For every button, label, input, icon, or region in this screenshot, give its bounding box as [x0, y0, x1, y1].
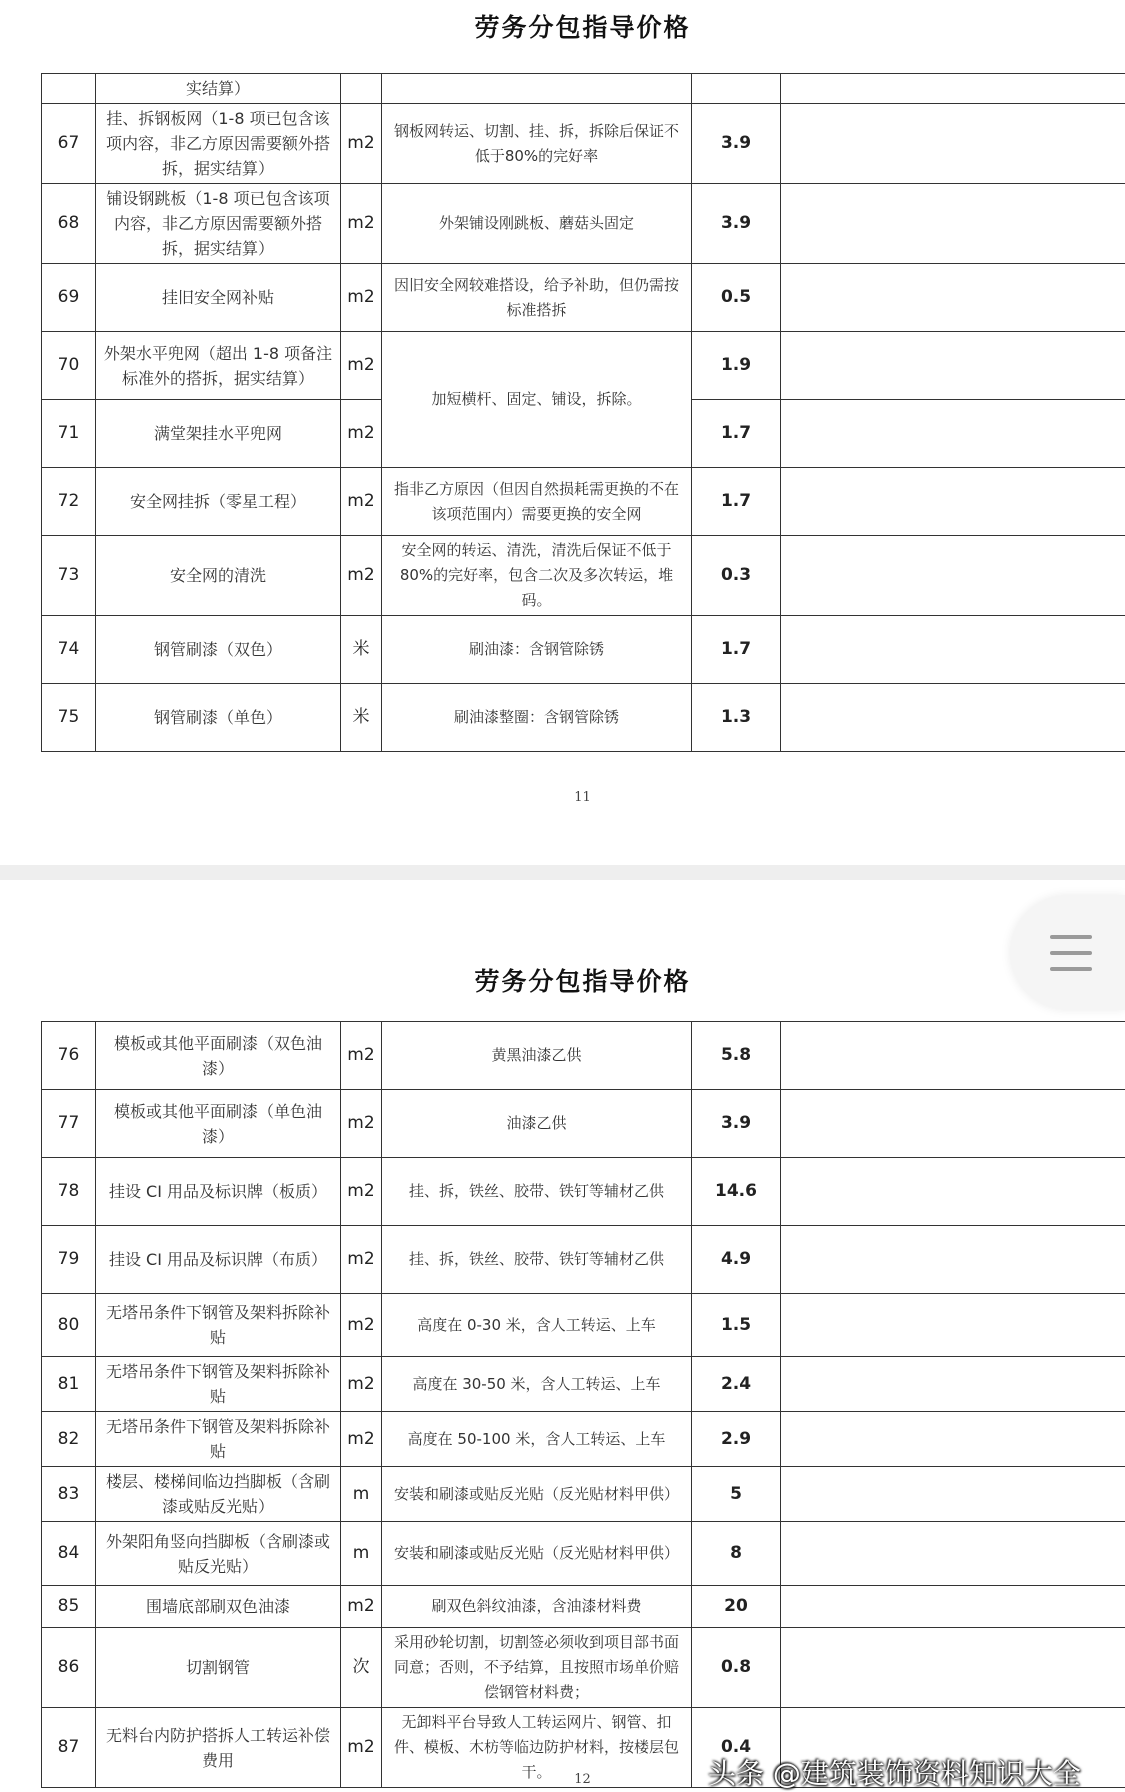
row-desc: 指非乙方原因（但因自然损耗需更换的不在该项范围内）需要更换的安全网 — [382, 468, 692, 536]
row-blank — [781, 1090, 1125, 1158]
row-blank — [781, 264, 1125, 332]
row-desc: 因旧安全网较难搭设，给予补助，但仍需按标准搭拆 — [382, 264, 692, 332]
row-blank — [781, 1294, 1125, 1357]
row-blank — [781, 1357, 1125, 1412]
row-unit: m2 — [341, 184, 382, 264]
row-number: 68 — [42, 184, 96, 264]
row-number: 69 — [42, 264, 96, 332]
row-unit: m2 — [341, 1294, 382, 1357]
row-price: 0.5 — [692, 264, 781, 332]
row-desc: 挂、拆，铁丝、胶带、铁钉等辅材乙供 — [382, 1158, 692, 1226]
row-blank — [781, 616, 1125, 684]
row-blank — [781, 1467, 1125, 1522]
table-row — [42, 1294, 1125, 1357]
page-title: 劳务分包指导价格 — [0, 962, 1125, 998]
row-unit: m2 — [341, 1022, 382, 1090]
row-desc: 安装和刷漆或贴反光贴（反光贴材料甲供） — [382, 1467, 692, 1522]
row-item: 安全网的清洗 — [96, 536, 341, 616]
row-blank — [781, 74, 1125, 104]
table-row — [42, 1522, 1125, 1586]
row-desc: 挂、拆，铁丝、胶带、铁钉等辅材乙供 — [382, 1226, 692, 1294]
row-blank — [781, 1586, 1125, 1628]
page-number: 11 — [0, 790, 1125, 805]
row-price: 3.9 — [692, 104, 781, 184]
row-unit: m — [341, 1467, 382, 1522]
row-unit: m2 — [341, 332, 382, 400]
row-desc: 钢板网转运、切割、挂、拆，拆除后保证不低于80%的完好率 — [382, 104, 692, 184]
row-price: 1.5 — [692, 1294, 781, 1357]
row-unit: m2 — [341, 1090, 382, 1158]
row-item: 外架阳角竖向挡脚板（含刷漆或贴反光贴） — [96, 1522, 341, 1586]
row-price: 5.8 — [692, 1022, 781, 1090]
table-row — [42, 468, 1125, 536]
row-item: 切割钢管 — [96, 1628, 341, 1708]
row-desc — [382, 74, 692, 104]
row-number: 80 — [42, 1294, 96, 1357]
row-unit: m2 — [341, 264, 382, 332]
table-row — [42, 1022, 1125, 1090]
row-item: 铺设钢跳板（1-8 项已包含该项内容，非乙方原因需要额外搭拆，据实结算） — [96, 184, 341, 264]
row-price: 0.8 — [692, 1628, 781, 1708]
row-number: 87 — [42, 1708, 96, 1788]
table-row — [42, 332, 1125, 400]
table-row — [42, 1467, 1125, 1522]
row-unit: m2 — [341, 1357, 382, 1412]
row-price: 1.7 — [692, 468, 781, 536]
row-desc: 油漆乙供 — [382, 1090, 692, 1158]
row-desc: 高度在 30-50 米，含人工转运、上车 — [382, 1357, 692, 1412]
row-number: 75 — [42, 684, 96, 752]
row-item: 模板或其他平面刷漆（双色油漆） — [96, 1022, 341, 1090]
row-item: 楼层、楼梯间临边挡脚板（含刷漆或贴反光贴） — [96, 1467, 341, 1522]
row-price: 2.9 — [692, 1412, 781, 1467]
row-desc: 黄黑油漆乙供 — [382, 1022, 692, 1090]
row-item: 挂设 CI 用品及标识牌（布质） — [96, 1226, 341, 1294]
row-unit: m2 — [341, 1586, 382, 1628]
table-row — [42, 1357, 1125, 1412]
row-blank — [781, 1158, 1125, 1226]
row-unit: m2 — [341, 1708, 382, 1788]
table-row — [42, 1158, 1125, 1226]
row-desc: 加短横杆、固定、铺设，拆除。 — [382, 332, 692, 468]
row-number — [42, 74, 96, 104]
row-blank — [781, 1628, 1125, 1708]
row-item: 钢管刷漆（双色） — [96, 616, 341, 684]
row-unit: m2 — [341, 400, 382, 468]
row-blank — [781, 1522, 1125, 1586]
row-item: 无塔吊条件下钢管及架料拆除补贴 — [96, 1294, 341, 1357]
row-price: 14.6 — [692, 1158, 781, 1226]
table-row — [42, 1628, 1125, 1708]
row-item: 满堂架挂水平兜网 — [96, 400, 341, 468]
table-row — [42, 184, 1125, 264]
row-number: 74 — [42, 616, 96, 684]
row-desc: 安装和刷漆或贴反光贴（反光贴材料甲供） — [382, 1522, 692, 1586]
row-price: 2.4 — [692, 1357, 781, 1412]
row-number: 85 — [42, 1586, 96, 1628]
page-title: 劳务分包指导价格 — [0, 8, 1125, 44]
row-desc: 刷油漆：含钢管除锈 — [382, 616, 692, 684]
row-blank — [781, 1022, 1125, 1090]
row-item: 安全网挂拆（零星工程） — [96, 468, 341, 536]
row-price: 1.7 — [692, 400, 781, 468]
source-watermark: 头条 @建筑装饰资料知识大全 — [708, 1752, 1081, 1792]
row-number: 79 — [42, 1226, 96, 1294]
row-desc: 外架铺设刚跳板、蘑菇头固定 — [382, 184, 692, 264]
row-item: 挂旧安全网补贴 — [96, 264, 341, 332]
row-item: 无塔吊条件下钢管及架料拆除补贴 — [96, 1412, 341, 1467]
row-number: 76 — [42, 1022, 96, 1090]
row-number: 71 — [42, 400, 96, 468]
price-table — [41, 73, 1125, 752]
row-unit: m2 — [341, 536, 382, 616]
row-item: 无料台内防护搭拆人工转运补偿费用 — [96, 1708, 341, 1788]
row-blank — [781, 400, 1125, 468]
row-item: 挂设 CI 用品及标识牌（板质） — [96, 1158, 341, 1226]
row-price: 4.9 — [692, 1226, 781, 1294]
table-row — [42, 74, 1125, 104]
row-item: 外架水平兜网（超出 1-8 项备注标准外的搭拆，据实结算） — [96, 332, 341, 400]
row-item: 围墙底部刷双色油漆 — [96, 1586, 341, 1628]
row-number: 78 — [42, 1158, 96, 1226]
table-row — [42, 1226, 1125, 1294]
row-number: 82 — [42, 1412, 96, 1467]
row-blank — [781, 536, 1125, 616]
row-blank — [781, 332, 1125, 400]
row-desc: 刷双色斜纹油漆，含油漆材料费 — [382, 1586, 692, 1628]
row-unit: 次 — [341, 1628, 382, 1708]
row-desc: 采用砂轮切割，切割签必须收到项目部书面同意；否则，不予结算，且按照市场单价赔偿钢管材料费； — [382, 1628, 692, 1708]
row-item: 挂、拆钢板网（1-8 项已包含该项内容，非乙方原因需要额外搭拆，据实结算） — [96, 104, 341, 184]
floating-menu-button[interactable] — [1010, 895, 1125, 1010]
table-row — [42, 264, 1125, 332]
table-row — [42, 684, 1125, 752]
row-price: 3.9 — [692, 1090, 781, 1158]
row-desc: 高度在 50-100 米，含人工转运、上车 — [382, 1412, 692, 1467]
page-12 — [0, 880, 1125, 1790]
row-number: 67 — [42, 104, 96, 184]
row-unit: m2 — [341, 104, 382, 184]
page-number: 12 — [0, 1772, 1125, 1787]
row-unit: m2 — [341, 468, 382, 536]
row-desc: 刷油漆整圈：含钢管除锈 — [382, 684, 692, 752]
row-desc: 无卸料平台导致人工转运网片、钢管、扣件、模板、木枋等临边防护材料，按楼层包干。 — [382, 1708, 692, 1788]
table-row — [42, 536, 1125, 616]
row-item: 模板或其他平面刷漆（单色油漆） — [96, 1090, 341, 1158]
row-unit: 米 — [341, 684, 382, 752]
row-unit: m2 — [341, 1226, 382, 1294]
row-blank — [781, 104, 1125, 184]
row-number: 84 — [42, 1522, 96, 1586]
row-unit: 米 — [341, 616, 382, 684]
row-number: 72 — [42, 468, 96, 536]
row-desc: 高度在 0-30 米，含人工转运、上车 — [382, 1294, 692, 1357]
row-item: 无塔吊条件下钢管及架料拆除补贴 — [96, 1357, 341, 1412]
row-price: 20 — [692, 1586, 781, 1628]
row-unit — [341, 74, 382, 104]
table-row — [42, 104, 1125, 184]
row-desc: 安全网的转运、清洗，清洗后保证不低于 80%的完好率，包含二次及多次转运，堆码。 — [382, 536, 692, 616]
table-row — [42, 1090, 1125, 1158]
row-number: 70 — [42, 332, 96, 400]
row-unit: m2 — [341, 1412, 382, 1467]
row-price: 1.3 — [692, 684, 781, 752]
row-price — [692, 74, 781, 104]
row-number: 86 — [42, 1628, 96, 1708]
table-row — [42, 1412, 1125, 1467]
row-price: 1.9 — [692, 332, 781, 400]
row-unit: m2 — [341, 1158, 382, 1226]
page-separator — [0, 865, 1125, 880]
row-blank — [781, 184, 1125, 264]
row-price: 8 — [692, 1522, 781, 1586]
row-price: 0.3 — [692, 536, 781, 616]
row-price: 1.7 — [692, 616, 781, 684]
row-price: 3.9 — [692, 184, 781, 264]
table-row — [42, 616, 1125, 684]
page-11 — [0, 0, 1125, 865]
row-number: 81 — [42, 1357, 96, 1412]
row-price: 5 — [692, 1467, 781, 1522]
row-blank — [781, 684, 1125, 752]
row-number: 73 — [42, 536, 96, 616]
table-row — [42, 1586, 1125, 1628]
row-blank — [781, 468, 1125, 536]
row-unit: m — [341, 1522, 382, 1586]
row-number: 77 — [42, 1090, 96, 1158]
price-table — [41, 1021, 1125, 1788]
row-item: 钢管刷漆（单色） — [96, 684, 341, 752]
hamburger-icon — [1050, 935, 1092, 983]
row-blank — [781, 1412, 1125, 1467]
row-price: 0.4 — [692, 1708, 781, 1788]
row-item: 实结算） — [96, 74, 341, 104]
row-number: 83 — [42, 1467, 96, 1522]
row-blank — [781, 1226, 1125, 1294]
